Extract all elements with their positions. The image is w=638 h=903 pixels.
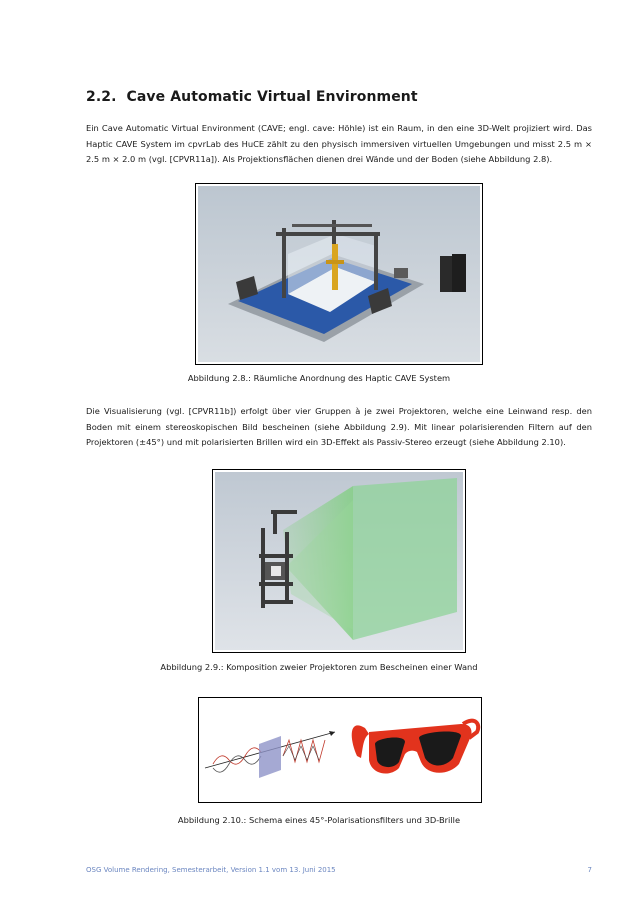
polarization-glasses-illustration (199, 698, 481, 802)
polarization-filter (259, 736, 281, 778)
figure-polarization-glasses (198, 697, 482, 803)
caption-figure-2-10: Abbildung 2.10.: Schema eines 45°-Polarisationsfilters und 3D-Brille (177, 815, 461, 825)
3d-glasses-icon (352, 721, 478, 774)
projector-composition-illustration (213, 470, 465, 652)
footer-page-number: 7 (587, 866, 592, 874)
section-heading (86, 89, 418, 105)
paragraph-cave-intro: Ein Cave Automatic Virtual Environment (CAVE; engl. cave: Höhle) ist ein Raum, in den eine 3D-Welt projiziert wird. Das Haptic CAVE System im cpvrLab des HuCE zählt zu den physisch immersiven virtuellen Umgebungen und misst 2.5 m × 2.5 m × 2.0 m (vgl. [CPVR11a]). Als Projektionsflächen dienen drei Wände und der Boden (siehe Abbildung 2.8). (86, 123, 592, 165)
cave-layout-illustration (196, 184, 482, 364)
figure-cave-layout (195, 183, 483, 365)
caption-figure-2-9: Abbildung 2.9.: Komposition zweier Projektoren zum Bescheinen einer Wand (160, 662, 478, 672)
section-number: 2.2. (86, 89, 117, 105)
footer-document-info: OSG Volume Rendering, Semesterarbeit, Version 1.1 vom 13. Juni 2015 (86, 866, 336, 874)
section-title: Cave Automatic Virtual Environment (126, 89, 418, 105)
caption-figure-2-8: Abbildung 2.8.: Räumliche Anordnung des Haptic CAVE System (187, 373, 451, 383)
figure-projector-composition (212, 469, 466, 653)
paragraph-visualization: Die Visualisierung (vgl. [CPVR11b]) erfolgt über vier Gruppen à je zwei Projektoren, welche eine Leinwand resp. den Boden mit einem stereoskopischen Bild bescheinen (siehe Abbildung 2.9). Mit linear polarisierenden Filtern auf den Projektoren (±45°) und mit polarisierten Brillen wird ein 3D-Effekt als Passiv-Stereo erzeugt (siehe Abbildung 2.10). (86, 406, 592, 448)
